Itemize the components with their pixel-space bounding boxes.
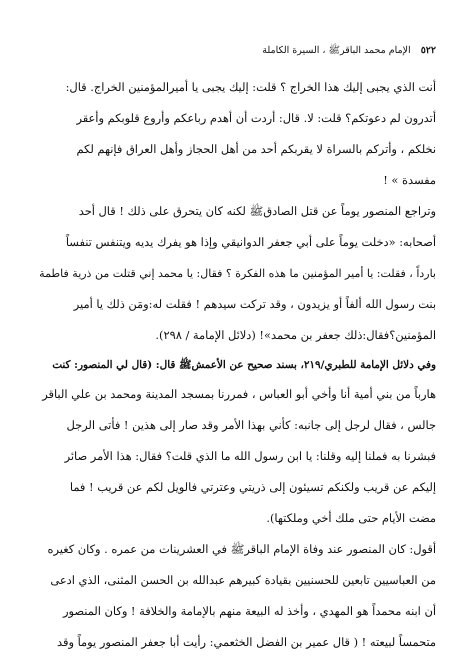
text-line: جالس ، فقال لرجل إلى جانبه: كأني بهذا الأمر وقد صار إلى هذين ! فأتى الرجل <box>66 418 436 432</box>
paragraph <box>36 534 436 658</box>
paragraph <box>36 351 436 534</box>
text-line: أقول: كان المنصور عند وفاة الإمام الباقرﷺ في العشرينات من عمره . وكان كغيره <box>47 542 436 556</box>
running-title: الإمام محمد الباقرﷺ ، السيرة الكاملة <box>262 45 411 56</box>
text-line: أصحابه: «دخلت يوماً على أبي جعفر الدوانيقي وإذا هو يفرك يديه ويتنفس تنفساً <box>65 235 436 249</box>
page-number: ٥٢٢ <box>420 45 436 56</box>
paragraph <box>36 196 436 351</box>
page-content <box>36 72 436 658</box>
text-line: بارداً ، فقلت: يا أمير المؤمنين ما هذه الفكرة ؟ فقال: يا محمد إني قتلت من ذرية فاطمة <box>39 267 436 280</box>
text-line: أنت الذي يجبى إليك هذا الخراج ؟ قلت: إليك يجبى يا أميرالمؤمنين الخراج. قال: <box>65 80 436 94</box>
text-line: أتدرون لم دعوتكم؟ قلت: لا. قال: أردت أن أهدم رباعكم وأروع قلوبكم وأعقر <box>76 111 436 125</box>
text-line: أن ابنه محمداً هو المهدي ، وأخذ له البيعة منهم بالإمامة والخلافة ! وكان المنصور <box>63 604 436 618</box>
page-header <box>36 44 436 58</box>
text-line: مفسدة » ! <box>383 173 436 187</box>
text-line: فبشرنا به فملنا إليه وقلنا: يا ابن رسول الله ما الذي قلت؟ فقال: هذا الأمر صائر <box>64 449 436 463</box>
text-line: المؤمنين؟فقال:ذلك جعفر بن محمد»! (دلائل الإمامة / ٢٩٨). <box>155 328 436 342</box>
text-line: وتراجع المنصور يوماً عن قتل الصادقﷺ لكنه كان يتحرق على ذلك ! قال أحد <box>78 204 436 218</box>
text-line: إليكم عن قريب ولكنكم تسيئون إلى ذريتي وعترتي فالويل لكم عن قريب ! فما <box>69 480 436 494</box>
text-line: بنت رسول الله ألفاً أو يزيدون ، وقد تركت سيدهم ! فقلت له:ومَن ذلك يا أمير <box>73 297 436 311</box>
text-line: هارباً من بني أمية أنا وأخي أبو العباس ، فمررنا بمسجد المدينة ومحمد بن علي الباقر <box>42 387 436 401</box>
book-page <box>36 44 436 649</box>
paragraph <box>36 72 436 196</box>
text-line: مضت الأيام حتى ملك أخي وملكتها). <box>266 511 436 525</box>
text-line: نخلكم ، وأتركم بالسراة لا يقربكم أحد من أهل الحجاز وأهل العراق فإنهم لكم <box>76 142 436 156</box>
reference-line: وفي دلائل الإمامة للطبري/٢١٩، بسند صحيح عن الأعمشﷺ قال: (قال لي المنصور: كنت <box>52 359 436 371</box>
text-line: من العباسيين تابعين للحسنيين بقيادة كبيرهم عبدالله بن الحسن المثنى، الذي ادعى <box>50 573 436 587</box>
text-line: متحمساً لبيعته ! ( قال عمير بن الفضل الخثعمي: رأيت أبا جعفر المنصور يوماً وقد <box>57 635 436 649</box>
